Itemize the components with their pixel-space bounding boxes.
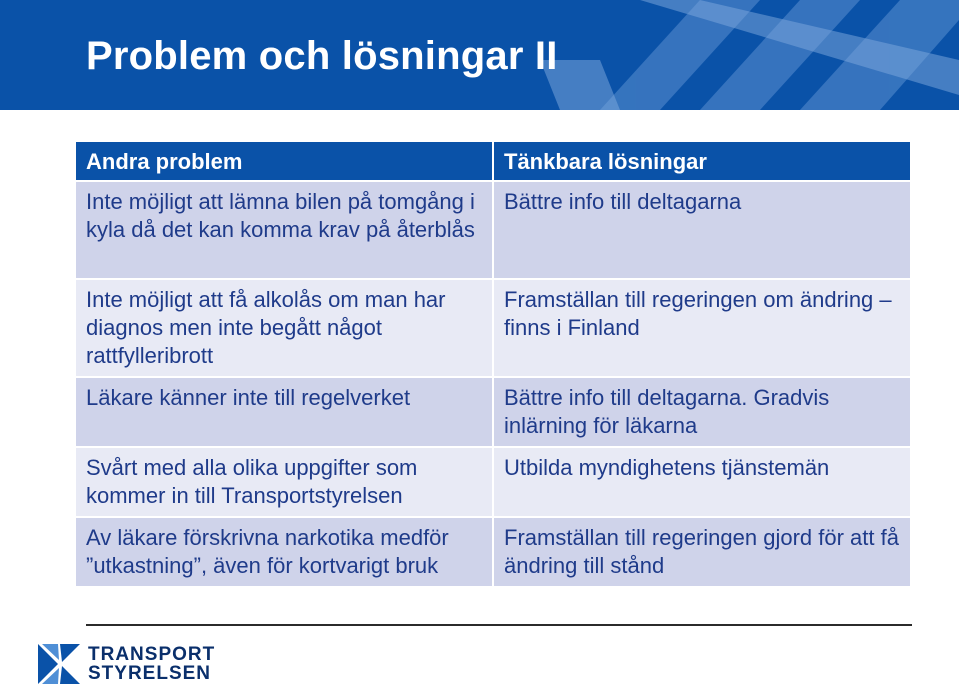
transportstyrelsen-logo-icon <box>38 644 80 684</box>
solution-cell: Bättre info till deltagarna. Gradvis inlärning för läkarna <box>494 378 910 446</box>
solution-cell: Framställan till regeringen om ändring – finns i Finland <box>494 280 910 376</box>
footer-divider <box>86 624 912 626</box>
page-title: Problem och lösningar II <box>86 34 558 78</box>
slide-header <box>0 0 959 110</box>
logo-wordmark <box>88 645 215 683</box>
table-row <box>76 280 910 376</box>
logo-line-1: TRANSPORT <box>88 644 216 665</box>
table-row <box>76 518 910 586</box>
problem-cell: Läkare känner inte till regelverket <box>76 378 492 446</box>
header-problems: Andra problem <box>76 142 492 180</box>
table-row <box>76 378 910 446</box>
logo-line-2: STYRELSEN <box>88 663 212 684</box>
solution-cell: Framställan till regeringen gjord för att få ändring till stånd <box>494 518 910 586</box>
problem-cell: Inte möjligt att lämna bilen på tomgång i kyla då det kan komma krav på återblås <box>76 182 492 278</box>
solution-cell: Utbilda myndighetens tjänstemän <box>494 448 910 516</box>
problem-cell: Av läkare förskrivna narkotika medför ”utkastning”, även för kortvarigt bruk <box>76 518 492 586</box>
problems-solutions-table <box>74 140 912 588</box>
header-solutions: Tänkbara lösningar <box>494 142 910 180</box>
table-row <box>76 448 910 516</box>
solution-cell: Bättre info till deltagarna <box>494 182 910 278</box>
table-row <box>76 182 910 278</box>
problem-cell: Svårt med alla olika uppgifter som kommer in till Transportstyrelsen <box>76 448 492 516</box>
problem-cell: Inte möjligt att få alkolås om man har diagnos men inte begått något rattfylleribrott <box>76 280 492 376</box>
